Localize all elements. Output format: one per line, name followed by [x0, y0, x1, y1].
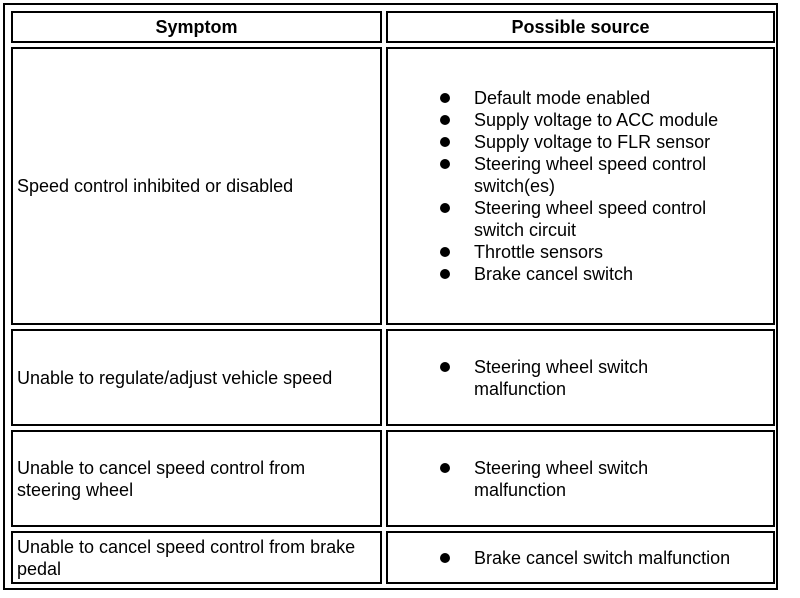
source-cell-3: [386, 430, 775, 527]
bullet-icon: [440, 362, 450, 372]
symptom-text: Unable to regulate/adjust vehicle speed: [17, 367, 333, 388]
symptom-text: Unable to cancel speed control from brake pedal: [17, 537, 356, 579]
source-list: [388, 547, 773, 569]
bullet-icon: [440, 203, 450, 213]
list-item: Default mode enabled: [440, 87, 773, 109]
bullet-icon: [440, 269, 450, 279]
header-symptom: Symptom: [11, 11, 382, 43]
source-cell-4: [386, 531, 775, 584]
source-list: [388, 457, 773, 501]
list-item: Brake cancel switch malfunction: [440, 547, 773, 569]
bullet-icon: [440, 553, 450, 563]
bullet-icon: [440, 115, 450, 125]
list-item: Throttle sensors: [440, 241, 773, 263]
list-item: Steering wheel speed control switch circuit: [440, 197, 773, 241]
list-item: Brake cancel switch: [440, 263, 773, 285]
symptom-cell-2: [11, 329, 382, 426]
source-list: [388, 356, 773, 400]
symptom-text: Speed control inhibited or disabled: [17, 176, 294, 196]
list-item: Steering wheel speed control switch(es): [440, 153, 773, 197]
list-item: Supply voltage to FLR sensor: [440, 131, 773, 153]
symptom-text: Unable to cancel speed control from steering wheel: [17, 457, 306, 500]
bullet-icon: [440, 463, 450, 473]
list-item: Supply voltage to ACC module: [440, 109, 773, 131]
bullet-icon: [440, 137, 450, 147]
header-possible-source: Possible source: [386, 11, 775, 43]
source-cell-2: [386, 329, 775, 426]
source-list: [388, 87, 773, 285]
bullet-icon: [440, 93, 450, 103]
bullet-icon: [440, 159, 450, 169]
source-cell-1: [386, 47, 775, 325]
bullet-icon: [440, 247, 450, 257]
symptom-cell-1: [11, 47, 382, 325]
symptom-cell-4: [11, 531, 382, 584]
list-item: Steering wheel switch malfunction: [440, 356, 773, 400]
symptom-cell-3: [11, 430, 382, 527]
list-item: Steering wheel switch malfunction: [440, 457, 773, 501]
